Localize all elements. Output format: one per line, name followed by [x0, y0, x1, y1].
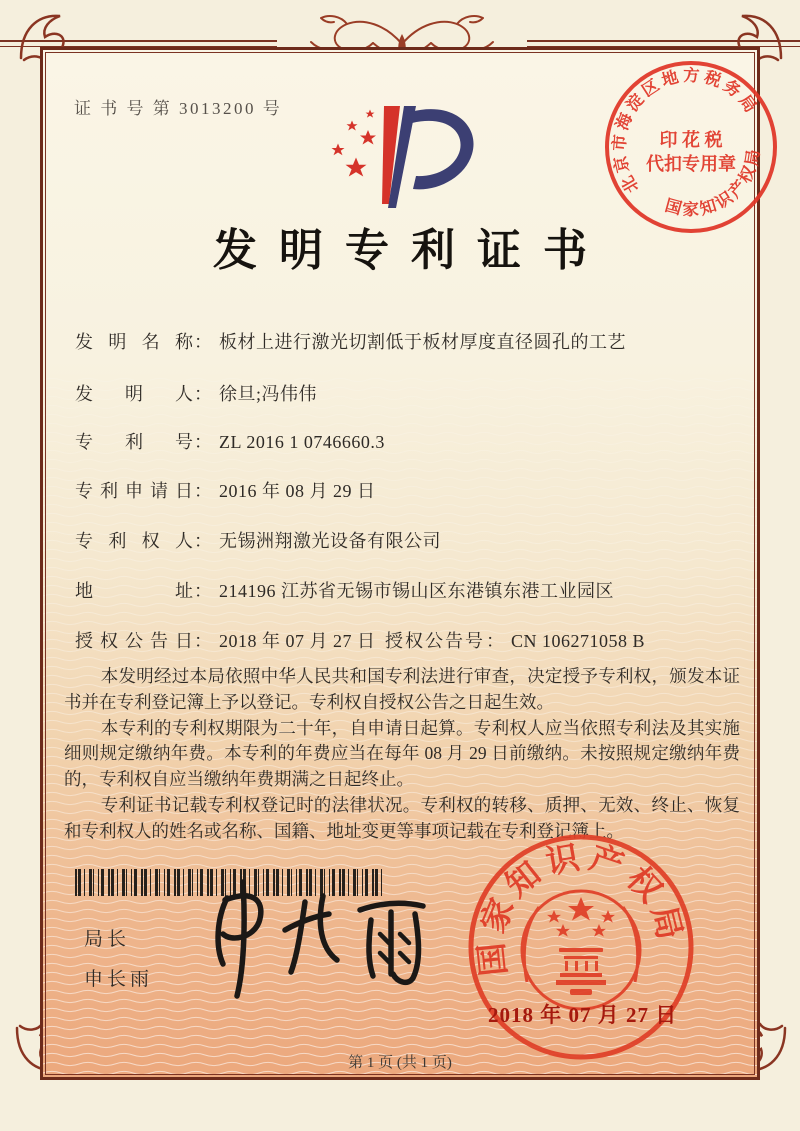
svg-text:国家知识产权局	[656, 138, 780, 236]
tax-seal-center-line2: 代扣专用章	[646, 154, 736, 174]
field-label: 地址	[75, 581, 193, 601]
field-value: 214196 江苏省无锡市锡山区东港镇东港工业园区	[219, 581, 614, 601]
grant-seal-date: 2018 年 07 月 27 日	[488, 1003, 678, 1027]
field-invention-name: 发明名称： 板材上进行激光切割低于板材厚度直径圆孔的工艺	[75, 328, 626, 354]
field-value: 板材上进行激光切割低于板材厚度直径圆孔的工艺	[219, 332, 626, 352]
field-patent-number: 专利号： ZL 2016 1 0746660.3	[75, 428, 385, 454]
field-patentee: 专利权人： 无锡洲翔激光设备有限公司	[75, 527, 441, 553]
cnipa-logo	[318, 104, 482, 210]
tax-seal-arc-top: 北京市海淀区地方税务局	[609, 65, 763, 197]
commissioner-signature	[185, 876, 445, 1011]
paragraph-register: 专利证书记载专利权登记时的法律状况。专利权的转移、质押、无效、终止、恢复和专利权人的姓名或名称、国籍、地址变更等事项记载在专利登记簿上。	[64, 794, 740, 841]
commissioner-title: 局长	[84, 929, 131, 950]
field-label: 专利权人	[75, 531, 193, 551]
field-label: 专利申请日	[75, 481, 193, 501]
field-value: 2016 年 08 月 29 日	[219, 481, 376, 501]
paragraph-term-fees: 本专利的专利权期限为二十年，自申请日起算。专利权人应当依照专利法及其实施细则规定缴纳年费。本专利的年费应当在每年 08 月 29 日前缴纳。未按照规定缴纳年费的，专利权自应当缴纳年费期满之日起终止。	[64, 717, 740, 790]
logo-p-bowl	[410, 109, 474, 189]
field-value: 无锡洲翔激光设备有限公司	[219, 531, 441, 551]
field-label: 授权公告号	[385, 631, 485, 651]
field-value: 徐旦;冯伟伟	[219, 384, 318, 404]
cnipa-seal-arc-text: 国家知识产权局	[473, 839, 689, 978]
legal-text	[64, 664, 740, 845]
field-label: 专利号	[75, 432, 193, 452]
commissioner-name: 申长雨	[84, 969, 154, 990]
field-grant-date: 授权公告日： 2018 年 07 月 27 日	[75, 627, 376, 653]
certificate-title: 发明专利证书	[213, 226, 609, 275]
field-value: CN 106271058 B	[511, 631, 646, 651]
field-label: 发明名称	[75, 332, 193, 352]
field-value: ZL 2016 1 0746660.3	[219, 432, 385, 452]
tax-seal-arc-bottom: 国家知识产权局	[662, 145, 764, 220]
field-value: 2018 年 07 月 27 日	[219, 631, 376, 651]
tax-seal-center-line1: 印 花 税	[659, 130, 723, 150]
page-footer: 第 1 页 (共 1 页)	[348, 1055, 452, 1071]
field-label: 授权公告日	[75, 631, 193, 651]
field-grant-number: 授权公告号： CN 106271058 B	[385, 631, 646, 651]
field-filing-date: 专利申请日： 2016 年 08 月 29 日	[75, 477, 376, 503]
field-label: 发明人	[75, 384, 193, 404]
field-address: 地址： 214196 江苏省无锡市锡山区东港镇东港工业园区	[75, 577, 614, 603]
logo-stars	[332, 110, 377, 177]
national-emblem	[522, 891, 640, 1009]
field-inventor: 发明人： 徐旦;冯伟伟	[75, 380, 317, 406]
stamp-tax-seal	[602, 58, 780, 236]
certificate-number: 证 书 号 第 3013200 号	[74, 99, 283, 118]
paragraph-grant: 本发明经过本局依照中华人民共和国专利法进行审查，决定授予专利权，颁发本证书并在专利登记簿上予以登记。专利权自授权公告之日起生效。	[64, 666, 740, 712]
